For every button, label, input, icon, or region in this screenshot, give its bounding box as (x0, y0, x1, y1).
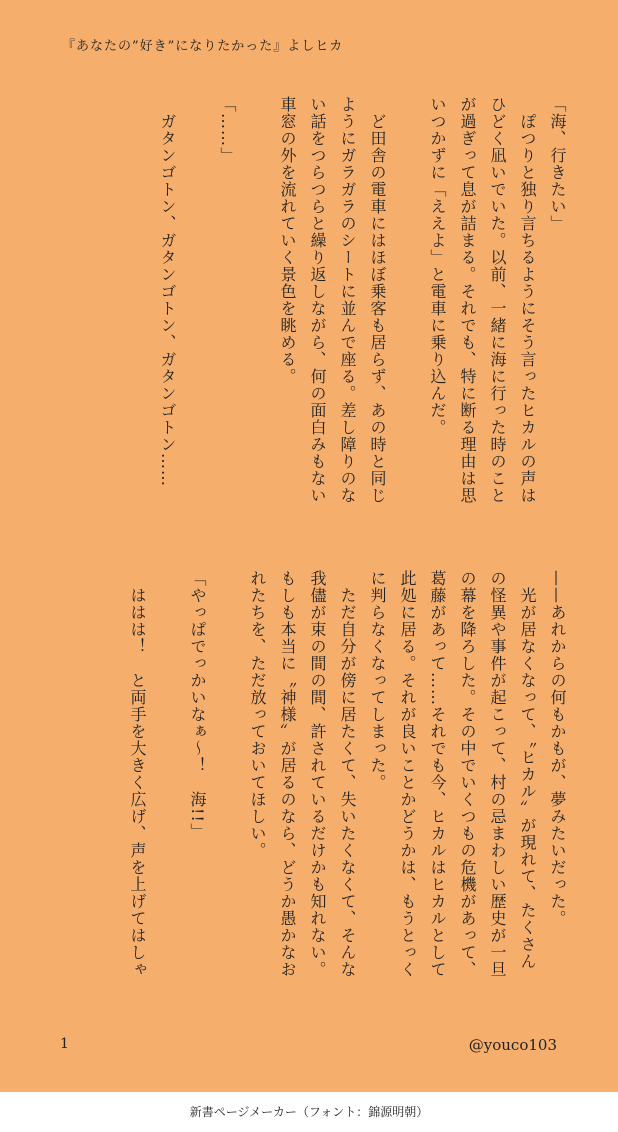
text-line: が過ぎって息が詰まる。それでも、特に断る理由は思 (458, 96, 477, 504)
page-number: 1 (60, 1036, 69, 1052)
text-line: の怪異や事件が起こって、村の忌まわしい歴史が一旦 (488, 570, 507, 978)
text-line: ぽつりと独り言ちるようにそう言ったヒカルの声は (518, 96, 537, 504)
text-line: もしも本当に〝神様〟が居るのなら、どうか愚かなお (278, 570, 297, 978)
text-line: 光が居なくなって、〝ヒカル〟が現れて、たくさん (518, 570, 537, 970)
text-line: の幕を降ろした。その中でいくつもの危機があって、 (458, 570, 477, 978)
text-line: 此処に居る。それが良いことかどうかは、もうとっく (398, 570, 417, 978)
page-header: 『あなたの”好き”になりたかった』よしヒカ (62, 39, 344, 54)
text-line: ようにガラガラのシートに並んで座る。差し障りのな (338, 96, 357, 504)
text-line: ははは！ と両手を大きく広げ、声を上げてはしゃ (128, 570, 147, 978)
text-line: 「海、行きたい」 (548, 96, 567, 232)
text-line: 「やっぱでっかいなぁ～！ 海!!」 (188, 570, 207, 840)
text-line (242, 96, 272, 113)
text-line (392, 96, 422, 113)
text-line: ——あれからの何もかもが、夢みたいだった。 (548, 570, 567, 927)
text-line: ど田舎の電車にはほぼ乗客も居らず、あの時と同じ (368, 96, 387, 504)
text-line: ガタンゴトン、ガタンゴトン、ガタンゴトン…… (158, 96, 177, 487)
author-handle: @youco103 (468, 1036, 557, 1054)
text-line: 葛藤があって……それでも今、ヒカルはヒカルとして (428, 570, 447, 978)
text-line: ひどく凪いでいた。以前、一緒に海に行った時のこと (488, 96, 507, 504)
text-line: ただ自分が傍に居たくて、失いたくなくて、そんな (338, 570, 357, 978)
text-line (182, 96, 212, 113)
text-line: に判らなくなってしまった。 (368, 570, 387, 791)
text-line (152, 570, 182, 587)
footer-credit: 新書ページメーカー（フォント：錦源明朝） (0, 1092, 618, 1132)
text-line: れたちを、ただ放っておいてほしい。 (248, 570, 267, 859)
text-line: いつかずに「ええよ」と電車に乗り込んだ。 (428, 96, 447, 436)
text-line: 我儘が束の間の間、許されているだけかも知れない。 (308, 570, 327, 978)
text-column-bottom (92, 570, 572, 990)
text-line: 「……」 (218, 96, 237, 164)
text-line: い話をつらつらと繰り返しながら、何の面白みもない (308, 96, 327, 504)
text-column-top (92, 96, 572, 516)
text-line: 車窓の外を流れていく景色を眺める。 (278, 96, 297, 385)
text-line (212, 570, 242, 587)
